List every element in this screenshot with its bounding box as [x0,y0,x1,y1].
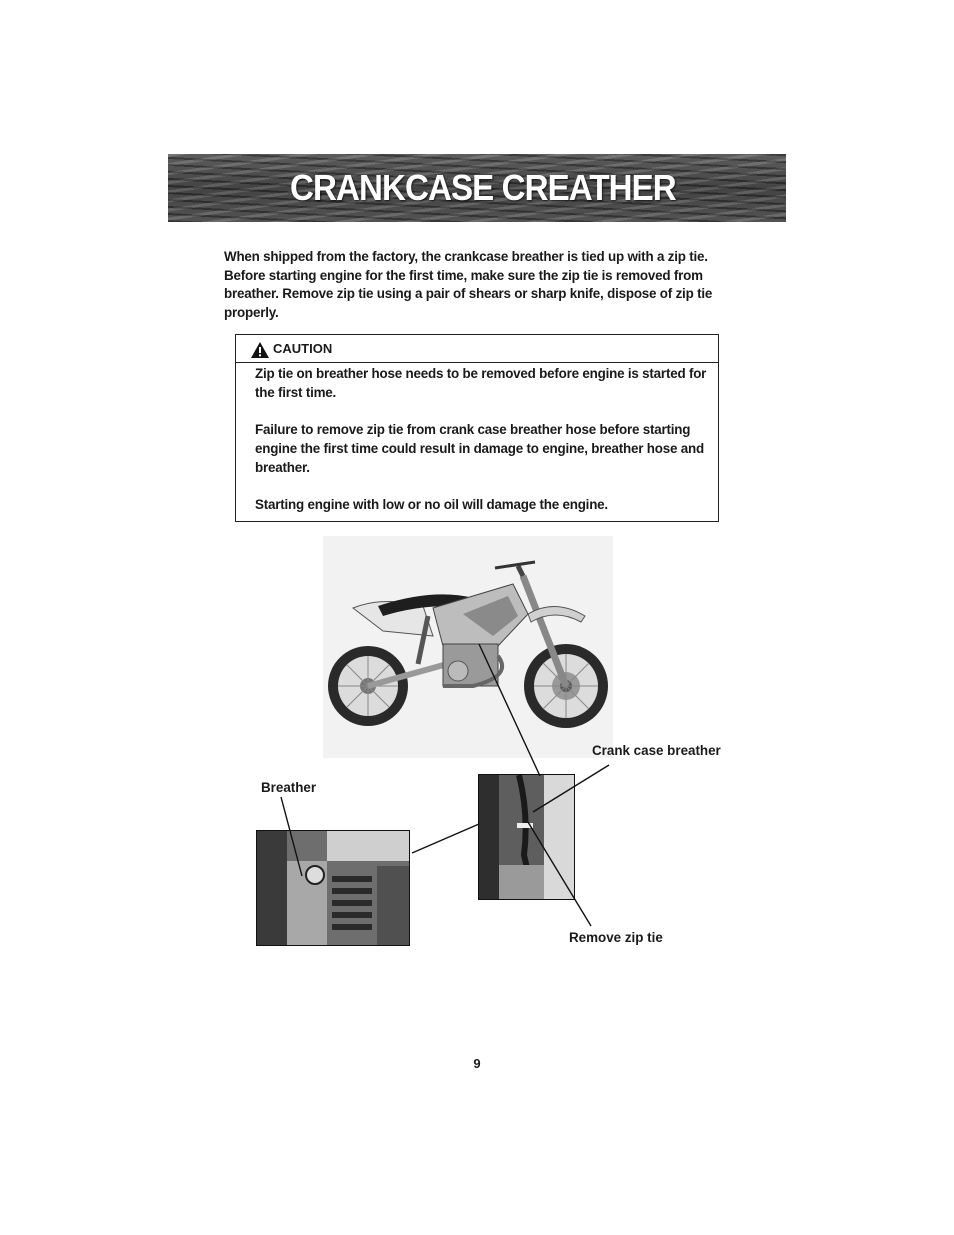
page-number: 9 [473,1056,481,1071]
dirt-bike-photo [323,536,613,758]
caution-paragraph: Starting engine with low or no oil will damage the engine. [255,496,608,512]
callout-remove-zip-tie: Remove zip tie [569,930,663,945]
caution-body [255,365,707,515]
caution-paragraph: Failure to remove zip tie from crank case breather hose before starting engine the first time could result in damage to engine, breather hose and breather. [255,422,704,475]
title-banner [168,154,786,222]
caution-header [236,335,718,363]
breather-closeup-photo [256,830,410,946]
callout-breather: Breather [261,780,317,795]
caution-label: CAUTION [273,341,333,356]
caution-paragraph: Zip tie on breather hose needs to be removed before engine is started for the first time. [255,366,707,400]
callout-crank-case-breather: Crank case breather [592,743,721,758]
page-title: CRANKCASE CREATHER [290,167,676,208]
warning-triangle-icon [251,342,269,358]
intro-paragraph: When shipped from the factory, the crankcase breather is tied up with a zip tie. Before starting engine for the first time, make sure the zip tie is removed from breather. Remove zip tie using a pair of shears or sharp knife, dispose of zip tie properly. [224,249,713,321]
caution-box [235,334,719,522]
zip-tie-closeup-photo [478,774,575,900]
